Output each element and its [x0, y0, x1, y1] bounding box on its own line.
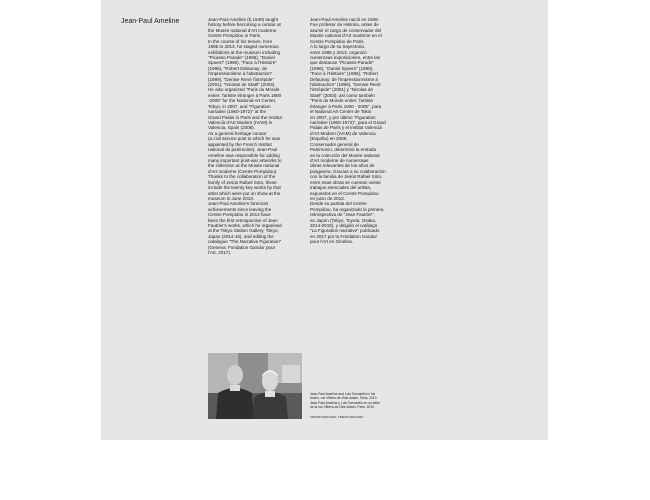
biography-english: Jean-Paul Ameline (b.1948) taught history before becoming a curator at the Musée national d'Art moderne, Centre Pompidou in Paris. In the course of his tenure, from 1985 to 2013, he staged numerous exhibitions at the museum including "Picasso-Parade" (1986), "Daniel Spoerri" (1990), "Face à l'Histoire" (1996), "Robert Delaunay: de l'impressionisme à l'abstraction" (1999), "Denise René l'intrépide" (2001), "Nicolas de Staël" (2003). He also organized "Paris du Monde entier: l'artiste étranger à Paris 1900 -2005" for the National Art Center, Tokyo, in 2007, and "Figuration narrative (1960-1972)" at the Grand Palais in Paris and the Institut Valencià d'Art Modern (IVAM) in Valencia, Spain (2008). As a general heritage curator (a civil service post to which he was appointed by the French Institut national du patrimoine), Jean-Paul Ameline was responsible for adding many important post-war artworks to the collection at the Musée national d'Art moderne (Centre Pompidou). Thanks to the collaboration of the family of Jesús Rafael Soto, these include the twenty key works by that artist which were put on show at the museum in June 2013. Jean-Paul Ameline's foremost achievements since leaving the Centre Pompidou in 2013 have been the first retrospective of Jean Fautrier's works, which he organised at the Tokyo Station Gallery, Tokyo, Japan (2014-15), and editing the catalogue "The Narrative Figuration" (Geneva: Fondation Gandur pour l'Art, 2017).	[208, 17, 282, 256]
photo-credit: ©MORIN MASCARO, VIDEOS MASCARO	[310, 415, 364, 419]
document-page	[101, 0, 548, 440]
photo-caption: Jean-Paul Ameline and Luis Tomasello in his studio, rue Villiers-de-l'Isle-Adam, Paris, 2010 Jean-Paul Ameline y Luis Tomasello en su taller de la rue Villiers-de-l'Isle-Adam, Paris, 2010	[310, 392, 380, 410]
author-name: Jean-Paul Ameline	[121, 18, 180, 25]
biography-spanish: Jean-Paul Ameline nació en 1948. Fue profesor de Historia, antes de asumir el cargo de conservador del Musée national d'Art moderne en el Centre Pompidou de Paris. A lo largo de su trayectoria, entre 1985 y 2013, organizó numerosas exposiciones, entre las que destacan "Picasso-Parade" (1986), "Daniel Spoerri" (1990), "Face à l'Histoire" (1996), "Robert Delaunay: de l'impressionnisme à l'abstraction" (1999), "Denise René l'intrépide" (2001) y "Nicolas de Staël" (2003); así como también "Paris du Monde entier: l'artiste étranger à Paris 1900 - 2005", para el National Art Center de Tokio en 2007, y por último "Figuration narrative (1960-1972)", para el Grand Palais de París y el Institut Valencià d'Art Modern (IVAM) de Valencia (España) en 2008. Conservador general de Patrimonio, determinó la entrada en la colección del Musée national d'Art moderne de numerosas obras relevantes de los años de posguerra. Gracias a su colaboración con la familia de Jesús Rafael Soto, entre esas obras se cuentan veinte trabajos esenciales del artista, expuestos en el Centre Pompidou en junio de 2013. Desde su partida del Centre Pompidou, ha organizado la primera retrospectiva de "Jean Fautrier", en Japón (Tokyo, Toyota, Osaka, 2014-2015), y dirigido el catálogo "La Figuration narrative" publicado en 2017 por la Fondation Gandur pour l'Art en Ginebra.	[310, 17, 386, 245]
portrait-photo	[208, 353, 302, 419]
